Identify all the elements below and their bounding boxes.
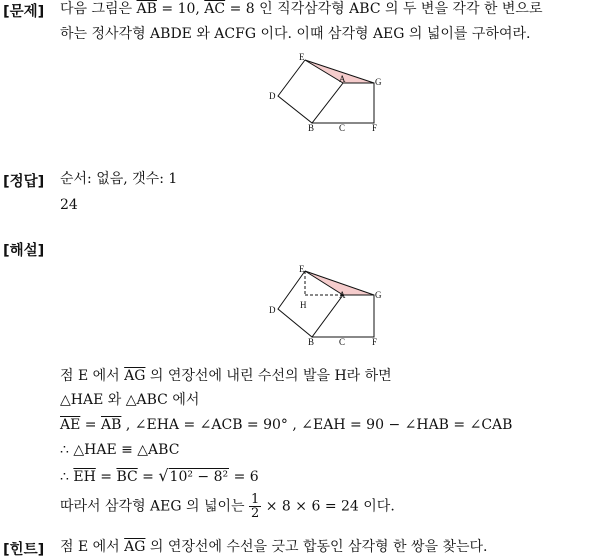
problem-line-1: 다음 그림은 $\overline{AB} = 10$, $\overline{AC} = 8$ 인 직각삼각형 ABC 의 두 변을 각각 한 변으로 xyxy=(60,1,543,17)
square-acfg xyxy=(312,295,374,337)
figure-1-diagram xyxy=(262,52,392,134)
segment-ac: $\overline{AC}$ xyxy=(204,1,226,17)
point-g-label: G xyxy=(375,290,382,300)
explanation-line-4: ∴ △HAE ≡ △ABC xyxy=(60,442,180,458)
segment-bc: $\overline{BC}$ xyxy=(116,469,138,485)
point-d-label: D xyxy=(269,91,276,101)
problem-line-2: 하는 정사각형 ABDE 와 ACFG 이다. 이때 삼각형 AEG 의 넓이를 구하여라. xyxy=(60,26,531,42)
point-g-label: G xyxy=(375,77,382,87)
explanation-line-2: △HAE 와 △ABC 에서 xyxy=(60,392,200,408)
point-d-label: D xyxy=(269,305,276,315)
fraction-one-half: $\frac{1}{2}$ xyxy=(251,492,260,521)
point-a-label: A xyxy=(339,290,346,300)
point-b-label: B xyxy=(308,337,315,346)
explanation-line-5: ∴ $\overline{EH} = \overline{BC} = √10^2 - 8^2 = 6$ xyxy=(60,466,259,485)
hint-label: [힌트] xyxy=(3,542,45,558)
point-c-label: C xyxy=(339,337,346,346)
hint-line: 점 E 에서 $\overline{AG}$ 의 연장선에 수선을 긋고 합동인 삼각형 한 쌍을 찾는다. xyxy=(60,539,488,555)
segment-ae: $\overline{AE}$ xyxy=(60,417,81,433)
point-b-label: B xyxy=(308,123,315,133)
explanation-line-6: 따라서 삼각형 AEG 의 넓이는 $\frac{1}{2}$ × 8 × 6 = 24 이다. xyxy=(60,492,395,521)
explanation-label: [해설] xyxy=(3,243,45,259)
figure-2-diagram xyxy=(262,262,392,346)
answer-label: [정답] xyxy=(3,174,45,190)
answer-value: 24 xyxy=(60,197,78,213)
explanation-line-1: 점 E 에서 $\overline{AG}$ 의 연장선에 내린 수선의 발을 H라 하면 xyxy=(60,368,392,384)
explanation-line-3: $\overline{AE} = \overline{AB}$ , ∠EHA = ∠ACB = 90° , ∠EAH = 90 − ∠HAB = ∠CAB xyxy=(60,417,513,433)
segment-eh: $\overline{EH}$ xyxy=(73,469,96,485)
segment-ab: $\overline{AB}$ xyxy=(100,417,122,433)
point-f-label: F xyxy=(372,123,378,133)
point-a-label: A xyxy=(339,74,346,84)
sqrt-sign: √ xyxy=(158,466,169,485)
point-e-label: E xyxy=(299,264,305,274)
segment-ab: $\overline{AB}$ xyxy=(136,1,157,17)
answer-line: 순서: 없음, 갯수: 1 xyxy=(60,171,178,187)
problem-label: [문제] xyxy=(3,4,45,20)
segment-ag: $\overline{AG}$ xyxy=(124,368,146,384)
point-h-label: H xyxy=(300,300,307,310)
point-c-label: C xyxy=(339,123,346,133)
segment-ag: $\overline{AG}$ xyxy=(124,539,146,555)
square-acfg xyxy=(312,83,374,123)
radicand: 10² − 8² xyxy=(169,469,229,485)
point-e-label: E xyxy=(299,52,305,62)
point-f-label: F xyxy=(372,337,378,346)
